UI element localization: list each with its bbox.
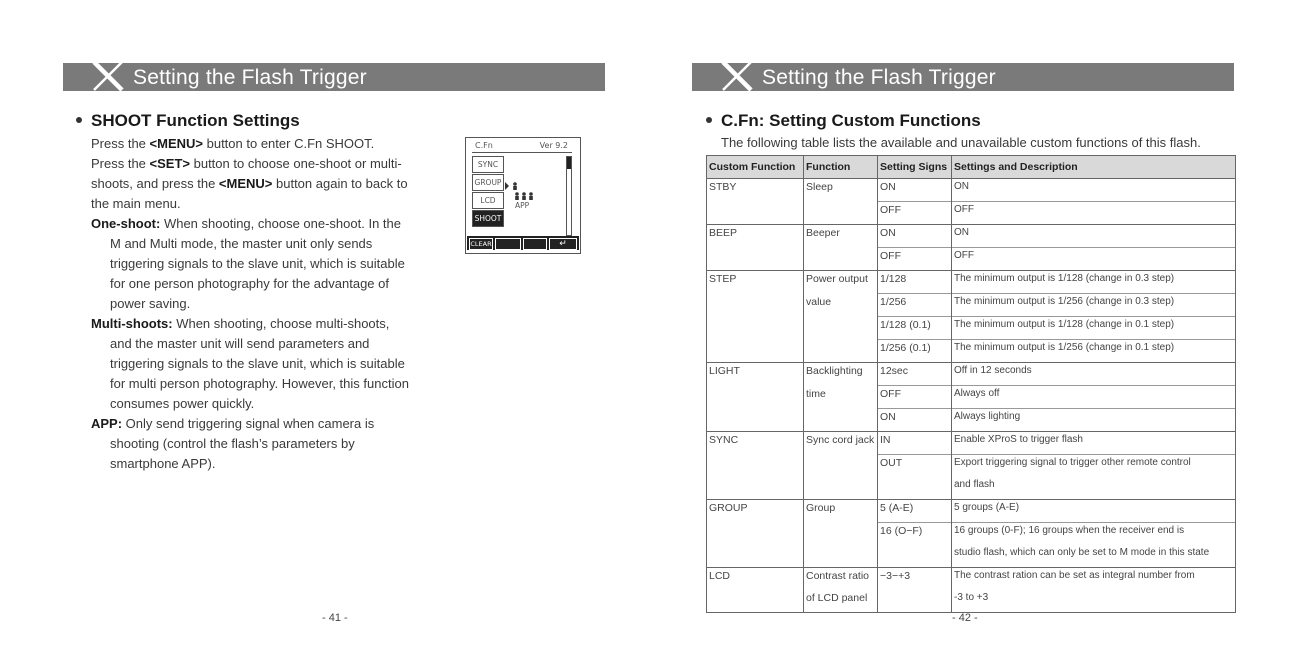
table-row (707, 500, 1236, 523)
table-row (707, 294, 1236, 317)
multi-shoots-line-part: triggering signals to the slave unit, which is suitable (110, 356, 405, 371)
cell-function: Contrast ratio (804, 568, 878, 591)
cell-description: Off in 12 seconds (952, 363, 1236, 386)
multi-person-icon (513, 191, 537, 201)
table-row (707, 523, 1236, 546)
cell-description: OFF (952, 202, 1236, 225)
cell-setting-sign: 12sec (878, 363, 952, 386)
cell-setting-sign: OFF (878, 386, 952, 409)
one-shoot-line-part: One-shoot: (91, 216, 161, 231)
multi-shoots-line-part: Multi-shoots: (91, 316, 173, 331)
cell-custom-function: LIGHT (707, 363, 804, 386)
cell-setting-sign: OFF (878, 202, 952, 225)
cell-description: The minimum output is 1/256 (change in 0.1 step) (952, 340, 1236, 363)
table-row (707, 568, 1236, 591)
cell-function (804, 202, 878, 225)
lcd-menu-shoot: SHOOT (472, 210, 504, 227)
intro-line-part: Press the (91, 136, 150, 151)
cell-setting-sign: 5 (A-E) (878, 500, 952, 523)
header-setting-signs: Setting Signs (878, 156, 952, 179)
cell-description: Enable XProS to trigger flash (952, 432, 1236, 455)
one-shoot-line (110, 294, 190, 314)
cell-description: 16 groups (0-F); 16 groups when the receiver end is (952, 523, 1236, 546)
lcd-menu-group: GROUP (472, 174, 504, 191)
cell-custom-function (707, 248, 804, 271)
table-row (707, 225, 1236, 248)
cell-custom-function (707, 455, 804, 478)
right-banner (692, 63, 1234, 91)
cell-setting-sign: ON (878, 179, 952, 202)
cell-description: ON (952, 179, 1236, 202)
app-line-part: APP: (91, 416, 123, 431)
cell-description: The minimum output is 1/128 (change in 0.3 step) (952, 271, 1236, 294)
cell-custom-function (707, 294, 804, 317)
cell-function (804, 523, 878, 546)
cell-function: Group (804, 500, 878, 523)
section-title (706, 111, 981, 131)
intro-line (91, 134, 374, 154)
intro-line-part: shoots, and press the (91, 176, 219, 191)
table-row (707, 477, 1236, 500)
bullet-icon (706, 117, 712, 123)
intro-line-part: <SET> (149, 156, 190, 171)
cell-setting-sign: OUT (878, 455, 952, 478)
cell-function: Sync cord jack (804, 432, 878, 455)
intro-line-part: button again to back to (272, 176, 408, 191)
app-line (110, 434, 355, 454)
header-custom-function: Custom Function (707, 156, 804, 179)
cell-function (804, 545, 878, 568)
cell-description: studio flash, which can only be set to M mode in this state (952, 545, 1236, 568)
table-row (707, 363, 1236, 386)
multi-shoots-line (91, 314, 389, 334)
app-line (110, 454, 216, 474)
cell-setting-sign (878, 590, 952, 613)
multi-shoots-line-part: and the master unit will send parameters and (110, 336, 370, 351)
table-row (707, 386, 1236, 409)
lcd-option-app: APP (515, 201, 530, 210)
table-row (707, 271, 1236, 294)
lcd-scrollbar (566, 156, 572, 236)
cell-function: value (804, 294, 878, 317)
cell-setting-sign: ON (878, 225, 952, 248)
x-logo-icon (720, 59, 754, 93)
cell-function (804, 409, 878, 432)
app-line-part: Only send triggering signal when camera is (122, 416, 375, 431)
cell-setting-sign: 1/128 (878, 271, 952, 294)
cell-function: time (804, 386, 878, 409)
banner-title: Setting the Flash Trigger (133, 66, 367, 89)
lcd-soft-key-bar (467, 236, 579, 250)
intro-line-part: button to choose one-shoot or multi- (190, 156, 402, 171)
cell-custom-function (707, 545, 804, 568)
table-row (707, 455, 1236, 478)
cell-setting-sign: OFF (878, 248, 952, 271)
cell-custom-function: STEP (707, 271, 804, 294)
cell-setting-sign: 1/128 (0.1) (878, 317, 952, 340)
one-shoot-line-part: M and Multi mode, the master unit only sends (110, 236, 373, 251)
cell-custom-function (707, 317, 804, 340)
app-line (91, 414, 374, 434)
intro-line-part: button to enter C.Fn SHOOT. (203, 136, 375, 151)
cell-description: The minimum output is 1/256 (change in 0.3 step) (952, 294, 1236, 317)
lcd-screen-illustration (465, 137, 581, 254)
cell-description: and flash (952, 477, 1236, 500)
section-title (76, 111, 300, 131)
cell-custom-function: BEEP (707, 225, 804, 248)
intro-line (91, 174, 408, 194)
lcd-return-key-icon: ↵ (549, 238, 577, 250)
table-row (707, 317, 1236, 340)
lcd-header-left: C.Fn (475, 141, 493, 150)
multi-shoots-line-part: for multi person photography. However, this function (110, 376, 409, 391)
cell-setting-sign: ON (878, 409, 952, 432)
cell-function: Power output (804, 271, 878, 294)
table-row (707, 432, 1236, 455)
table-row (707, 590, 1236, 613)
cell-setting-sign (878, 477, 952, 500)
table-row (707, 202, 1236, 225)
cell-description: Export triggering signal to trigger other remote control (952, 455, 1236, 478)
cell-description: -3 to +3 (952, 590, 1236, 613)
app-line-part: shooting (control the flash’s parameters by (110, 436, 355, 451)
table-header-row (707, 156, 1236, 179)
one-shoot-line (91, 214, 401, 234)
cell-custom-function (707, 590, 804, 613)
multi-shoots-line-part: When shooting, choose multi-shoots, (172, 316, 390, 331)
multi-shoots-line (110, 374, 409, 394)
cell-custom-function: LCD (707, 568, 804, 591)
table-row (707, 248, 1236, 271)
bullet-icon (76, 117, 82, 123)
intro-text: The following table lists the available and unavailable custom functions of this flash. (721, 135, 1201, 150)
cell-description: The minimum output is 1/128 (change in 0.1 step) (952, 317, 1236, 340)
left-page-number: - 41 - (322, 612, 348, 624)
header-settings-description: Settings and Description (952, 156, 1236, 179)
cell-custom-function (707, 477, 804, 500)
cell-setting-sign: −3−+3 (878, 568, 952, 591)
cell-custom-function (707, 409, 804, 432)
cell-function (804, 248, 878, 271)
one-shoot-line-part: power saving. (110, 296, 191, 311)
cell-custom-function: GROUP (707, 500, 804, 523)
lcd-soft-key-2 (495, 238, 521, 250)
one-shoot-line (110, 234, 372, 254)
cell-custom-function (707, 386, 804, 409)
lcd-menu-sync: SYNC (472, 156, 504, 173)
cell-description: OFF (952, 248, 1236, 271)
table-row (707, 409, 1236, 432)
x-logo-icon (91, 59, 125, 93)
right-page-number: - 42 - (952, 612, 978, 624)
left-banner (63, 63, 605, 91)
multi-shoots-line (110, 354, 405, 374)
cell-custom-function (707, 340, 804, 363)
cell-function: Sleep (804, 179, 878, 202)
cell-custom-function: STBY (707, 179, 804, 202)
multi-shoots-line (110, 394, 254, 414)
intro-line (91, 194, 181, 214)
intro-line-part: Press the (91, 156, 150, 171)
intro-line-part: <MENU> (149, 136, 203, 151)
cell-function (804, 477, 878, 500)
cell-setting-sign: 1/256 (878, 294, 952, 317)
section-title-text: SHOOT Function Settings (91, 111, 300, 130)
intro-line (91, 154, 402, 174)
cell-function (804, 340, 878, 363)
lcd-soft-key-3 (523, 238, 547, 250)
multi-shoots-line (110, 334, 369, 354)
cell-setting-sign (878, 545, 952, 568)
custom-functions-table (706, 155, 1236, 613)
cell-function (804, 455, 878, 478)
cell-setting-sign: IN (878, 432, 952, 455)
intro-line-part: the main menu. (91, 196, 181, 211)
lcd-header-right: Ver 9.2 (539, 141, 568, 150)
cell-setting-sign: 1/256 (0.1) (878, 340, 952, 363)
one-shoot-line (110, 274, 389, 294)
cell-custom-function (707, 202, 804, 225)
multi-shoots-line-part: consumes power quickly. (110, 396, 255, 411)
app-line-part: smartphone APP). (110, 456, 216, 471)
table-row (707, 179, 1236, 202)
cell-setting-sign: 16 (O−F) (878, 523, 952, 546)
one-shoot-line-part: for one person photography for the advantage of (110, 276, 389, 291)
cell-description: The contrast ration can be set as integral number from (952, 568, 1236, 591)
cell-function: of LCD panel (804, 590, 878, 613)
pointer-single-person-icon (505, 181, 525, 191)
cell-function (804, 317, 878, 340)
intro-line-part: <MENU> (218, 176, 273, 191)
one-shoot-line (110, 254, 405, 274)
table-row (707, 340, 1236, 363)
one-shoot-line-part: When shooting, choose one-shoot. In the (160, 216, 401, 231)
cell-description: Always off (952, 386, 1236, 409)
cell-function: Beeper (804, 225, 878, 248)
lcd-header (472, 141, 572, 153)
table-row (707, 545, 1236, 568)
lcd-clear-key: CLEAR (470, 240, 492, 248)
cell-description: 5 groups (A-E) (952, 500, 1236, 523)
cell-function: Backlighting (804, 363, 878, 386)
cell-custom-function (707, 523, 804, 546)
lcd-menu-lcd: LCD (472, 192, 504, 209)
one-shoot-line-part: triggering signals to the slave unit, which is suitable (110, 256, 405, 271)
banner-title: Setting the Flash Trigger (762, 66, 996, 89)
cell-description: ON (952, 225, 1236, 248)
header-function: Function (804, 156, 878, 179)
section-title-text: C.Fn: Setting Custom Functions (721, 111, 981, 130)
cell-custom-function: SYNC (707, 432, 804, 455)
cell-description: Always lighting (952, 409, 1236, 432)
